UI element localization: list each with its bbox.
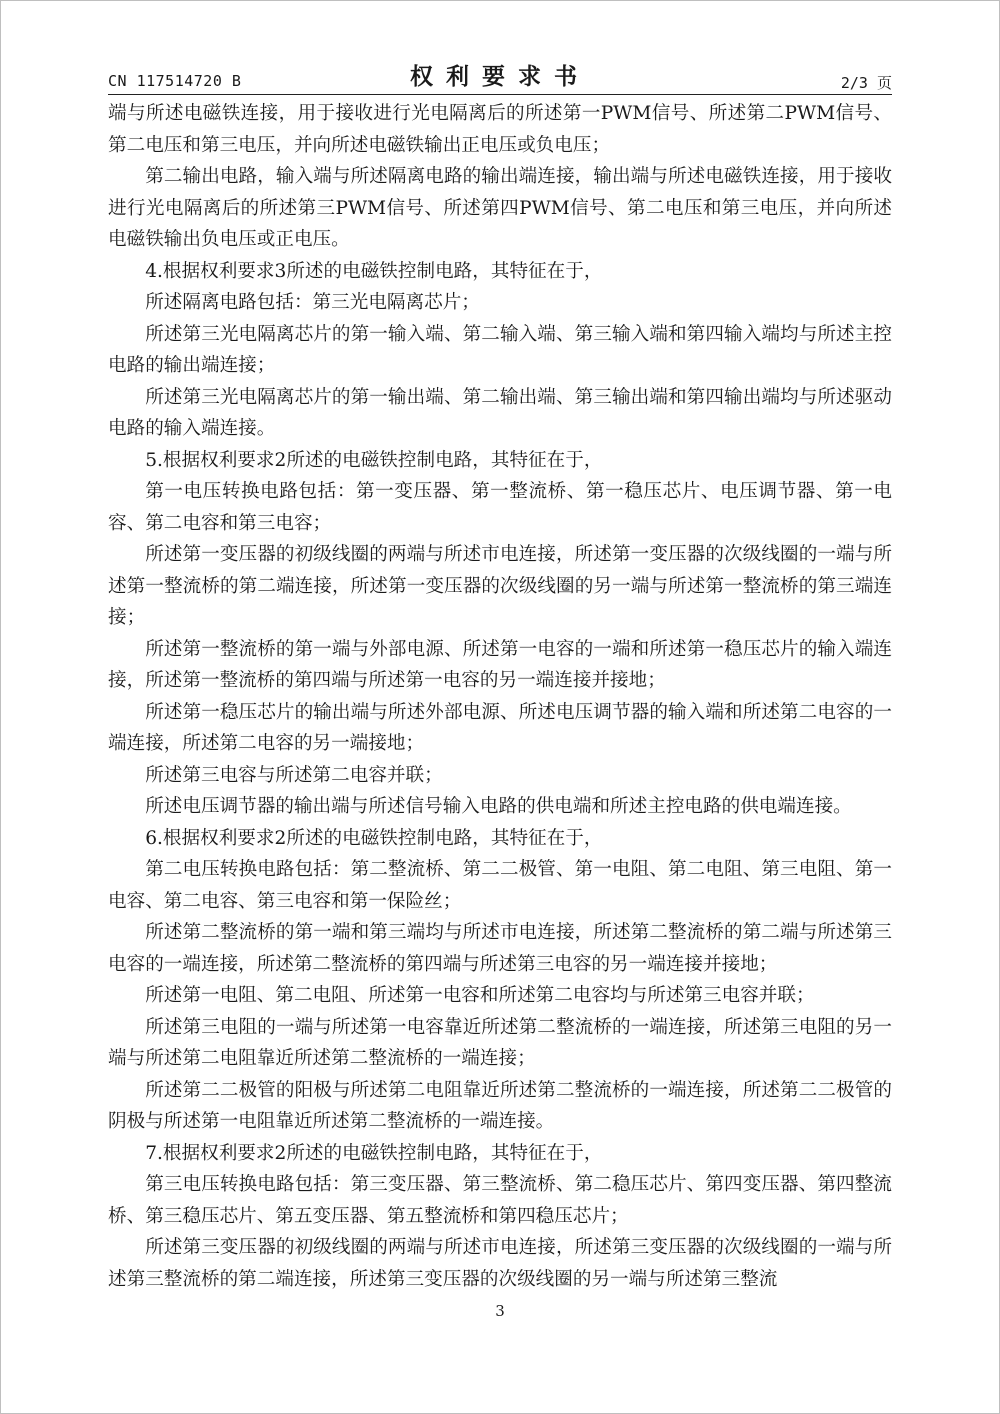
claim-heading: 7.根据权利要求2所述的电磁铁控制电路，其特征在于， — [145, 1142, 603, 1164]
claim-paragraph: 所述第一电阻、第二电阻、所述第一电容和所述第二电容均与所述第三电容并联； — [145, 985, 815, 1006]
claim-paragraph: 第一电压转换电路包括：第一变压器、第一整流桥、第一稳压芯片、电压调节器、第一电容、第二电容和第三电容； — [108, 481, 892, 534]
claim-paragraph: 所述第三光电隔离芯片的第一输入端、第二输入端、第三输入端和第四输入端均与所述主控电路的输出端连接； — [108, 323, 892, 376]
claim-paragraph: 所述第一变压器的初级线圈的两端与所述市电连接，所述第一变压器的次级线圈的一端与所述第一整流桥的第二端连接，所述第一变压器的次级线圈的另一端与所述第一整流桥的第三端连接； — [108, 544, 892, 628]
claim-paragraph: 第二输出电路，输入端与所述隔离电路的输出端连接，输出端与所述电磁铁连接，用于接收进行光电隔离后的所述第三PWM信号、所述第四PWM信号、第二电压和第三电压，并向所述电磁铁输出负电压或正电压。 — [108, 166, 892, 250]
claim-paragraph: 第二电压转换电路包括：第二整流桥、第二二极管、第一电阻、第二电阻、第三电阻、第一电容、第二电容、第三电容和第一保险丝； — [108, 859, 892, 912]
page-header — [108, 58, 892, 92]
header-divider — [108, 94, 892, 95]
claim-paragraph: 所述第一整流桥的第一端与外部电源、所述第一电容的一端和所述第一稳压芯片的输入端连接，所述第一整流桥的第四端与所述第一电容的另一端连接并接地； — [108, 638, 892, 691]
document-title: 权利要求书 — [410, 64, 590, 90]
page-count: 2/3 页 — [840, 74, 892, 92]
claim-heading: 4.根据权利要求3所述的电磁铁控制电路，其特征在于， — [145, 260, 603, 282]
claim-paragraph: 第三电压转换电路包括：第三变压器、第三整流桥、第二稳压芯片、第四变压器、第四整流桥、第三稳压芯片、第五变压器、第五整流桥和第四稳压芯片； — [108, 1174, 892, 1227]
claim-paragraph: 所述第一稳压芯片的输出端与所述外部电源、所述电压调节器的输入端和所述第二电容的一端连接，所述第二电容的另一端接地； — [108, 701, 892, 754]
claim-paragraph: 所述第三变压器的初级线圈的两端与所述市电连接，所述第三变压器的次级线圈的一端与所述第三整流桥的第二端连接，所述第三变压器的次级线圈的另一端与所述第三整流 — [108, 1237, 892, 1290]
page-number: 3 — [495, 1302, 505, 1320]
claim-paragraph: 所述隔离电路包括：第三光电隔离芯片； — [145, 292, 480, 313]
claims-body — [108, 98, 892, 1295]
claim-paragraph: 端与所述电磁铁连接，用于接收进行光电隔离后的所述第一PWM信号、所述第二PWM信号、第二电压和第三电压，并向所述电磁铁输出正电压或负电压； — [108, 103, 892, 156]
claim-heading: 6.根据权利要求2所述的电磁铁控制电路，其特征在于， — [145, 827, 603, 849]
claim-paragraph: 所述第三电容与所述第二电容并联； — [145, 764, 443, 786]
publication-number: CN 117514720 B — [108, 72, 242, 90]
claim-heading: 5.根据权利要求2所述的电磁铁控制电路，其特征在于， — [145, 449, 603, 471]
claim-paragraph: 所述第二整流桥的第一端和第三端均与所述市电连接，所述第二整流桥的第二端与所述第三电容的一端连接，所述第二整流桥的第四端与所述第三电容的另一端连接并接地； — [108, 922, 892, 975]
claim-paragraph: 所述电压调节器的输出端与所述信号输入电路的供电端和所述主控电路的供电端连接。 — [145, 796, 852, 817]
claim-paragraph: 所述第二二极管的阳极与所述第二电阻靠近所述第二整流桥的一端连接，所述第二二极管的阴极与所述第一电阻靠近所述第二整流桥的一端连接。 — [108, 1079, 892, 1132]
claim-paragraph: 所述第三电阻的一端与所述第一电容靠近所述第二整流桥的一端连接，所述第三电阻的另一端与所述第二电阻靠近所述第二整流桥的一端连接； — [108, 1016, 892, 1069]
claim-paragraph: 所述第三光电隔离芯片的第一输出端、第二输出端、第三输出端和第四输出端均与所述驱动电路的输入端连接。 — [108, 386, 892, 439]
